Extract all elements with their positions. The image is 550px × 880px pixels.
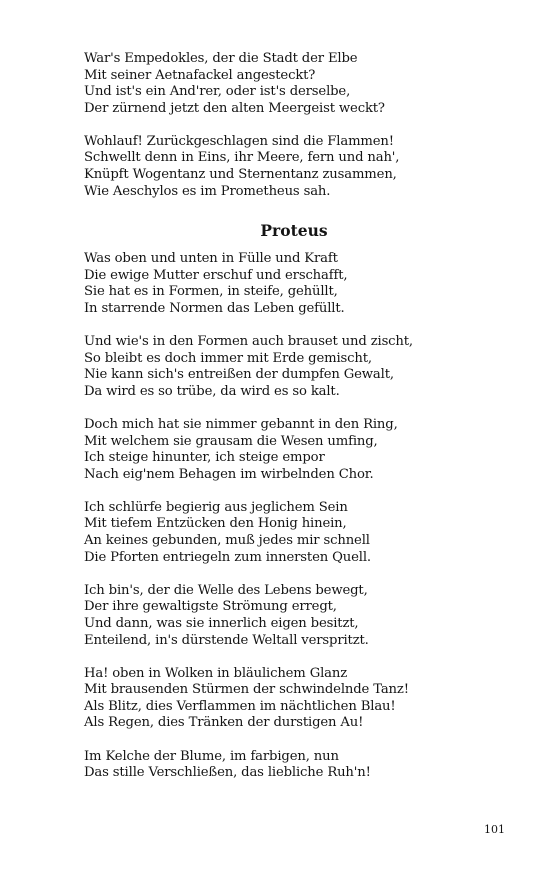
- verse-line: Als Regen, dies Tränken der durstigen Au!: [84, 715, 364, 731]
- book-page: [84, 51, 514, 798]
- verse-line: Das stille Verschließen, das liebliche Ruh'n!: [84, 765, 371, 781]
- stanza: [84, 51, 514, 117]
- verse-line: Der ihre gewaltigste Strömung erregt,: [84, 599, 337, 615]
- stanza: [84, 500, 514, 566]
- stanza: [84, 749, 514, 782]
- verse-line: Wohlauf! Zurückgeschlagen sind die Flammen!: [84, 133, 394, 149]
- verse-line: Doch mich hat sie nimmer gebannt in den Ring,: [84, 417, 398, 432]
- verse-line: War's Empedokles, der die Stadt der Elbe: [84, 51, 358, 66]
- verse-line: Die ewige Mutter erschuf und erschafft,: [84, 267, 348, 283]
- stanza: [84, 251, 514, 317]
- stanza: [84, 666, 514, 732]
- verse-line: Ich bin's, der die Welle des Lebens bewegt,: [84, 582, 368, 598]
- verse-line: An keines gebunden, muß jedes mir schnell: [84, 533, 370, 549]
- verse-line: Nie kann sich's entreißen der dumpfen Gewalt,: [84, 367, 394, 383]
- verse-line: Und dann, was sie innerlich eigen besitzt,: [84, 615, 359, 631]
- verse-line: Im Kelche der Blume, im farbigen, nun: [84, 748, 339, 764]
- verse-line: Der zürnend jetzt den alten Meergeist weckt?: [84, 100, 385, 116]
- verse-line: Ha! oben in Wolken in bläulichem Glanz: [84, 665, 348, 681]
- poem-title: Proteus: [260, 221, 328, 241]
- verse-line: Mit tiefem Entzücken den Honig hinein,: [84, 516, 347, 532]
- verse-line: Enteilend, in's dürstende Weltall verspritzt.: [84, 632, 369, 648]
- verse-line: Und ist's ein And'rer, oder ist's derselbe,: [84, 84, 351, 100]
- verse-line: Wie Aeschylos es im Prometheus sah.: [84, 183, 331, 199]
- stanza: [84, 583, 514, 649]
- stanza: [84, 134, 514, 200]
- verse-line: Und wie's in den Formen auch brauset und zischt,: [84, 334, 413, 350]
- verse-line: Ich schlürfe begierig aus jeglichem Sein: [84, 499, 348, 515]
- verse-line: In starrende Normen das Leben gefüllt.: [84, 301, 345, 317]
- verse-line: So bleibt es doch immer mit Erde gemischt,: [84, 350, 372, 366]
- verse-line: Mit welchem sie grausam die Wesen umfing,: [84, 433, 378, 449]
- verse-line: Die Pforten entriegeln zum innersten Quell.: [84, 549, 371, 565]
- verse-line: Knüpft Wogentanz und Sternentanz zusammen,: [84, 167, 397, 183]
- verse-line: Nach eig'nem Behagen im wirbelnden Chor.: [84, 466, 374, 482]
- verse-line: Ich steige hinunter, ich steige empor: [84, 450, 325, 466]
- page-number: 101: [484, 823, 505, 836]
- verse-line: Mit seiner Aetnafackel angesteckt?: [84, 67, 316, 83]
- stanza: [84, 334, 514, 400]
- verse-line: Was oben und unten in Fülle und Kraft: [84, 251, 338, 267]
- verse-line: Sie hat es in Formen, in steife, gehüllt,: [84, 284, 338, 300]
- verse-line: Da wird es so trübe, da wird es so kalt.: [84, 383, 340, 399]
- verse-line: Mit brausenden Stürmen der schwindelnde Tanz!: [84, 682, 409, 698]
- verse-line: Als Blitz, dies Verflammen im nächtlichen Blau!: [84, 698, 396, 714]
- verse-line: Schwellt denn in Eins, ihr Meere, fern und nah',: [84, 150, 400, 166]
- stanza: [84, 417, 514, 483]
